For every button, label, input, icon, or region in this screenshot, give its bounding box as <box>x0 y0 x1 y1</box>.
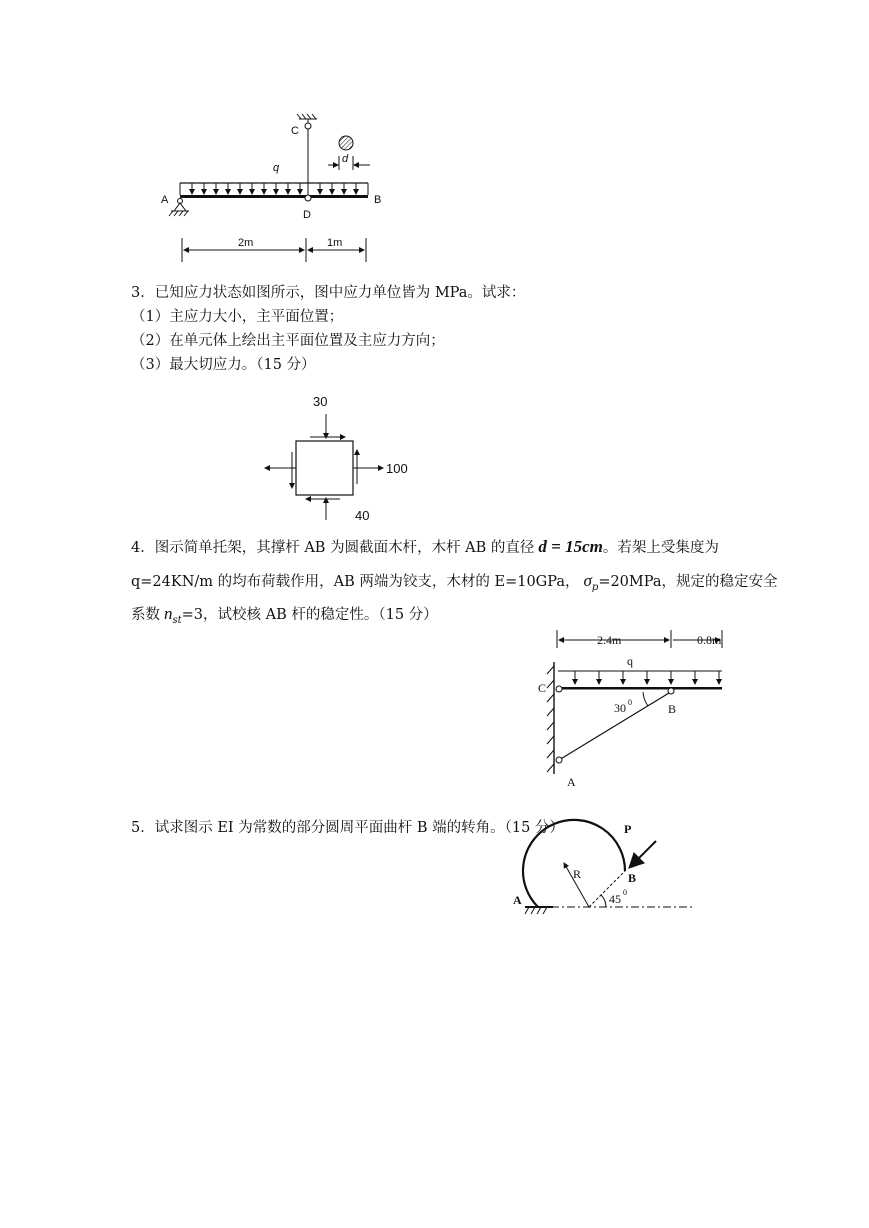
q4-line1-a: 4．图示简单托架，其撑杆 AB 为圆截面木杆，木杆 AB 的直径 <box>131 540 535 556</box>
q4-n-sub: st <box>172 614 182 626</box>
label-P: P <box>624 822 632 836</box>
q4-line2-b: =20MPa，规定的稳定安全 <box>598 574 778 590</box>
stress-40: 40 <box>355 508 370 523</box>
label-A: A <box>513 893 522 907</box>
angle-45: 45 <box>609 892 621 906</box>
dim-2.4m: 2.4m <box>597 633 622 647</box>
label-A: A <box>567 775 576 789</box>
q4-line1 <box>131 538 719 557</box>
angle-45-degree: 0 <box>623 888 627 897</box>
fixed-support-top <box>297 114 317 119</box>
label-q: q <box>627 654 633 668</box>
dim-1m: 1m <box>327 237 343 249</box>
label-d: d <box>342 153 349 165</box>
pin-A <box>556 757 562 763</box>
bracket-figure <box>530 624 740 794</box>
stress-30: 30 <box>313 394 328 409</box>
rod-section <box>339 136 353 150</box>
label-B: B <box>628 871 637 885</box>
angle-30-degree: 0 <box>628 698 632 707</box>
q4-line2-a: q=24KN/m 的均布荷载作用，AB 两端为铰支，木材的 E=10GPa， <box>131 574 580 590</box>
element-square <box>296 441 353 495</box>
q4-line3-b: =3，试校核 AB 杆的稳定性。（15 分） <box>181 607 438 623</box>
q4-line3 <box>131 605 438 630</box>
label-A: A <box>161 194 169 206</box>
dim-0.8m: 0.8m <box>697 633 722 647</box>
stress-element-figure <box>255 388 425 528</box>
pin-C <box>556 686 562 692</box>
stress-100: 100 <box>386 461 408 476</box>
label-R: R <box>573 867 582 881</box>
q5-line1: 5．试求图示 EI 为常数的部分圆周平面曲杆 B 端的转角。（15 分） <box>131 820 564 836</box>
beam-figure <box>150 110 400 270</box>
q4-line2 <box>131 572 778 597</box>
q4-sigma-sub: p <box>591 581 599 593</box>
q3-line4: （3）最大切应力。（15 分） <box>131 357 316 373</box>
q3-line3: （2）在单元体上绘出主平面位置及主应力方向； <box>131 333 445 349</box>
label-C: C <box>291 125 299 137</box>
q4-sigma: σ <box>583 571 592 590</box>
angle-30: 30 <box>614 701 626 715</box>
q4-n: n <box>164 604 173 623</box>
q4-line3-a: 系数 <box>131 607 160 623</box>
label-C: C <box>538 681 547 695</box>
pin-support-A <box>169 199 189 217</box>
load-P <box>631 841 656 866</box>
q4-diameter: d = 15cm <box>538 537 603 556</box>
label-D: D <box>303 209 311 221</box>
curved-bar-figure <box>505 815 705 925</box>
label-q: q <box>273 162 280 174</box>
pin-C <box>305 123 311 129</box>
label-B: B <box>374 194 382 206</box>
q3-line2: （1）主应力大小，主平面位置； <box>131 309 344 325</box>
dim-2m: 2m <box>238 237 254 249</box>
load-arrows <box>180 183 368 195</box>
beam-CB <box>559 687 722 690</box>
pin-D <box>305 195 311 201</box>
q4-line1-b: 。若架上受集度为 <box>602 540 719 556</box>
q3-line1: 3．已知应力状态如图所示，图中应力单位皆为 MPa。试求： <box>131 285 526 301</box>
beam-AB <box>180 195 368 198</box>
label-B: B <box>668 702 677 716</box>
